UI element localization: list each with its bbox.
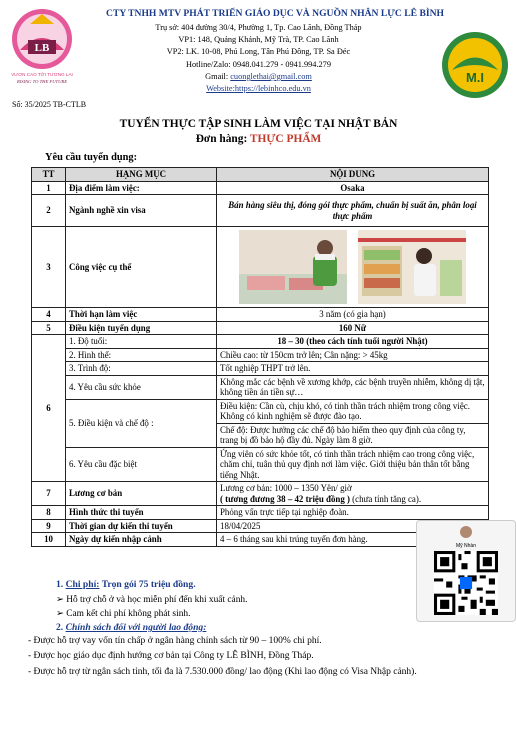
table-row [32, 447, 489, 482]
table-row [32, 227, 489, 308]
row-item: Lương cơ bản [66, 482, 217, 506]
row-number: 4 [32, 308, 66, 322]
row-number: 5 [32, 321, 66, 335]
qr-code-icon [434, 551, 498, 615]
table-row [32, 195, 489, 227]
cost-number: 1. [56, 579, 64, 590]
qr-avatar [417, 525, 515, 543]
website-label: Website: [206, 84, 235, 93]
sub-item: 3. Trình độ: [66, 362, 217, 376]
row-item: Ngành nghề xin visa [66, 195, 217, 227]
sub-content: Ứng viên có sức khỏe tốt, có tinh thần trách nhiệm cao trong công việc, chăm chỉ, tuân thủ quy định nơi làm việc. Giới thiệu bản thân tốt bằng tiếng Nhật. [217, 447, 489, 482]
sub-content: Chế độ: Được hưởng các chế độ bảo hiểm theo quy định của công ty, trang bị đồ bảo hộ đầy đủ. Ngày làm 8 giờ. [217, 423, 489, 447]
row-item: Hình thức thi tuyển [66, 506, 217, 520]
website-link[interactable]: https://lebinhco.edu.vn [234, 84, 311, 93]
head-office-address: Trụ sở: 404 đường 30/4, Phường 1, Tp. Cao Lãnh, Đồng Tháp [155, 23, 362, 32]
salary-line-1: Lương cơ bản: 1000 – 1350 Yên/ giờ [220, 483, 352, 493]
logo-tagline-2: RISING TO THE FUTURE [16, 79, 68, 84]
row-number: 1 [32, 181, 66, 195]
row-number: 9 [32, 519, 66, 533]
row-content: 4 – 6 tháng sau khi trúng tuyển đơn hàng. [217, 533, 489, 547]
salary-cell [217, 482, 489, 506]
row-item: Địa điểm làm việc: [66, 181, 217, 195]
table-row [32, 399, 489, 423]
row-content: 18/04/2025 [217, 519, 489, 533]
email-link[interactable]: cuonglethai@gmail.com [230, 72, 312, 81]
salary-equivalent: ( tương đương 38 – 42 triệu đồng ) [220, 493, 350, 504]
row-number: 6 [32, 335, 66, 482]
table-row [32, 362, 489, 376]
row-content: Bán hàng siêu thị, đóng gói thực phẩm, chuẩn bị suất ăn, phân loại thực phẩm [217, 195, 489, 227]
work-photos-cell [217, 227, 489, 308]
logo-lettering: LB [34, 42, 50, 54]
sub-item: 2. Hình thể: [66, 348, 217, 362]
cost-label: Chi phí: [65, 579, 100, 590]
row-number: 8 [32, 506, 66, 520]
col-tt-header: TT [32, 168, 66, 182]
website-line [0, 83, 517, 95]
work-photo-supermarket [358, 230, 466, 304]
cost-item-text: Hỗ trợ chỗ ở và học miễn phí đến khi xuất cảnh. [66, 595, 248, 605]
logo-tagline-1: VƯƠN CAO TỚI TƯƠNG LAI [11, 72, 73, 77]
cost-item: ➢ Cam kết chi phí không phát sinh. [56, 609, 191, 619]
cost-item: ➢ Hỗ trợ chỗ ở và học miễn phí đến khi xuất cảnh. [56, 595, 248, 605]
row-item: Công việc cụ thể [66, 227, 217, 308]
sub-content: Điều kiện: Cần cù, chịu khó, có tinh thần trách nhiệm trong công việc. Không có kinh nghiệm sẽ được đào tạo. [217, 399, 489, 423]
table-row [32, 506, 489, 520]
sub-item: 5. Điều kiện và chế độ : [66, 399, 217, 447]
sub-content: Tốt nghiệp THPT trở lên. [217, 362, 489, 376]
email-label: Gmail: [205, 72, 231, 81]
col-item-header: HẠNG MỤC [66, 168, 217, 182]
company-name: CTY TNHH MTV PHÁT TRIỂN GIÁO DỤC VÀ NGUỒN NHÂN LỰC LÊ BÌNH [106, 8, 444, 19]
row-item: Thời hạn làm việc [66, 308, 217, 322]
table-row [32, 482, 489, 506]
office-2-address: VP2: LK. 10-08, Phú Long, Tân Phú Đông, TP. Sa Đéc [166, 47, 351, 56]
policy-item: - Được hỗ trợ vay vốn tín chấp ở ngân hàng chính sách từ 90 – 100% chi phí. [28, 636, 322, 646]
row-content: 160 Nữ [217, 321, 489, 335]
salary-note: (chưa tính tăng ca). [349, 493, 422, 504]
partner-logo-lettering: M.I [465, 70, 485, 85]
requirements-heading: Yêu cầu tuyển dụng: [45, 152, 138, 163]
requirements-table [31, 167, 489, 547]
row-number: 2 [32, 195, 66, 227]
row-number: 3 [32, 227, 66, 308]
zalo-qr-card[interactable] [416, 520, 516, 622]
table-row [32, 375, 489, 399]
table-row [32, 308, 489, 322]
cost-heading [56, 579, 196, 590]
row-content: 3 năm (có gia hạn) [217, 308, 489, 322]
row-item: Ngày dự kiến nhập cảnh [66, 533, 217, 547]
policy-item: - Được hỗ trợ từ ngân sách tỉnh, tối đa là 7.530.000 đồng/ lao động (Khi lao động có Visa Nhập cảnh). [28, 667, 417, 677]
sub-content: Chiều cao: từ 150cm trở lên; Cân nặng: > 45kg [217, 348, 489, 362]
page-title: TUYỂN THỰC TẬP SINH LÀM VIỆC TẠI NHẬT BẢN [119, 118, 398, 130]
qr-name: Mỹ Nhàn [455, 543, 476, 549]
row-content: Osaka [217, 181, 489, 195]
col-content-header: NỘI DUNG [217, 168, 489, 182]
policy-item: - Được học giáo dục định hướng cơ bản tại Công ty LÊ BÌNH, Đồng Tháp. [28, 651, 314, 661]
row-number: 7 [32, 482, 66, 506]
sub-content: 18 – 30 (theo cách tính tuổi người Nhật) [217, 335, 489, 349]
cost-item-text: Cam kết chi phí không phát sinh. [66, 609, 191, 619]
row-content: Phỏng vấn trực tiếp tại nghiệp đoàn. [217, 506, 489, 520]
table-row [32, 181, 489, 195]
cost-value: Trọn gói 75 triệu đồng. [99, 579, 196, 590]
sub-item: 4. Yêu cầu sức khỏe [66, 375, 217, 399]
sub-item: 1. Độ tuổi: [66, 335, 217, 349]
document-number: Số: 35/2025 TB-CTLB [12, 100, 87, 109]
hotline: Hotline/Zalo: 0948.041.279 - 0941.994.279 [186, 60, 331, 69]
table-row [32, 335, 489, 349]
order-label: Đơn hàng: [195, 133, 250, 145]
order-value: THỰC PHẨM [249, 133, 322, 145]
email-line [0, 71, 517, 83]
office-1-address: VP1: 148, Quảng Khánh, Mỹ Trà, TP. Cao Lãnh [178, 35, 339, 44]
policy-heading [56, 622, 206, 633]
policy-number: 2. [56, 622, 64, 633]
table-row [32, 321, 489, 335]
row-item: Điều kiện tuyển dụng [66, 321, 217, 335]
row-item: Thời gian dự kiến thi tuyển [66, 519, 217, 533]
sub-content: Không mắc các bệnh về xương khớp, các bệnh truyền nhiễm, không dị tật, không tiền án tiền sự… [217, 375, 489, 399]
work-photo-packing [239, 230, 347, 304]
row-number: 10 [32, 533, 66, 547]
order-line [0, 133, 517, 145]
sub-item: 6. Yêu cầu đặc biệt [66, 447, 217, 482]
table-header-row [32, 168, 489, 182]
table-row [32, 348, 489, 362]
policy-label: Chính sách đối với người lao động: [65, 622, 207, 633]
salary-line-2 [220, 494, 485, 505]
